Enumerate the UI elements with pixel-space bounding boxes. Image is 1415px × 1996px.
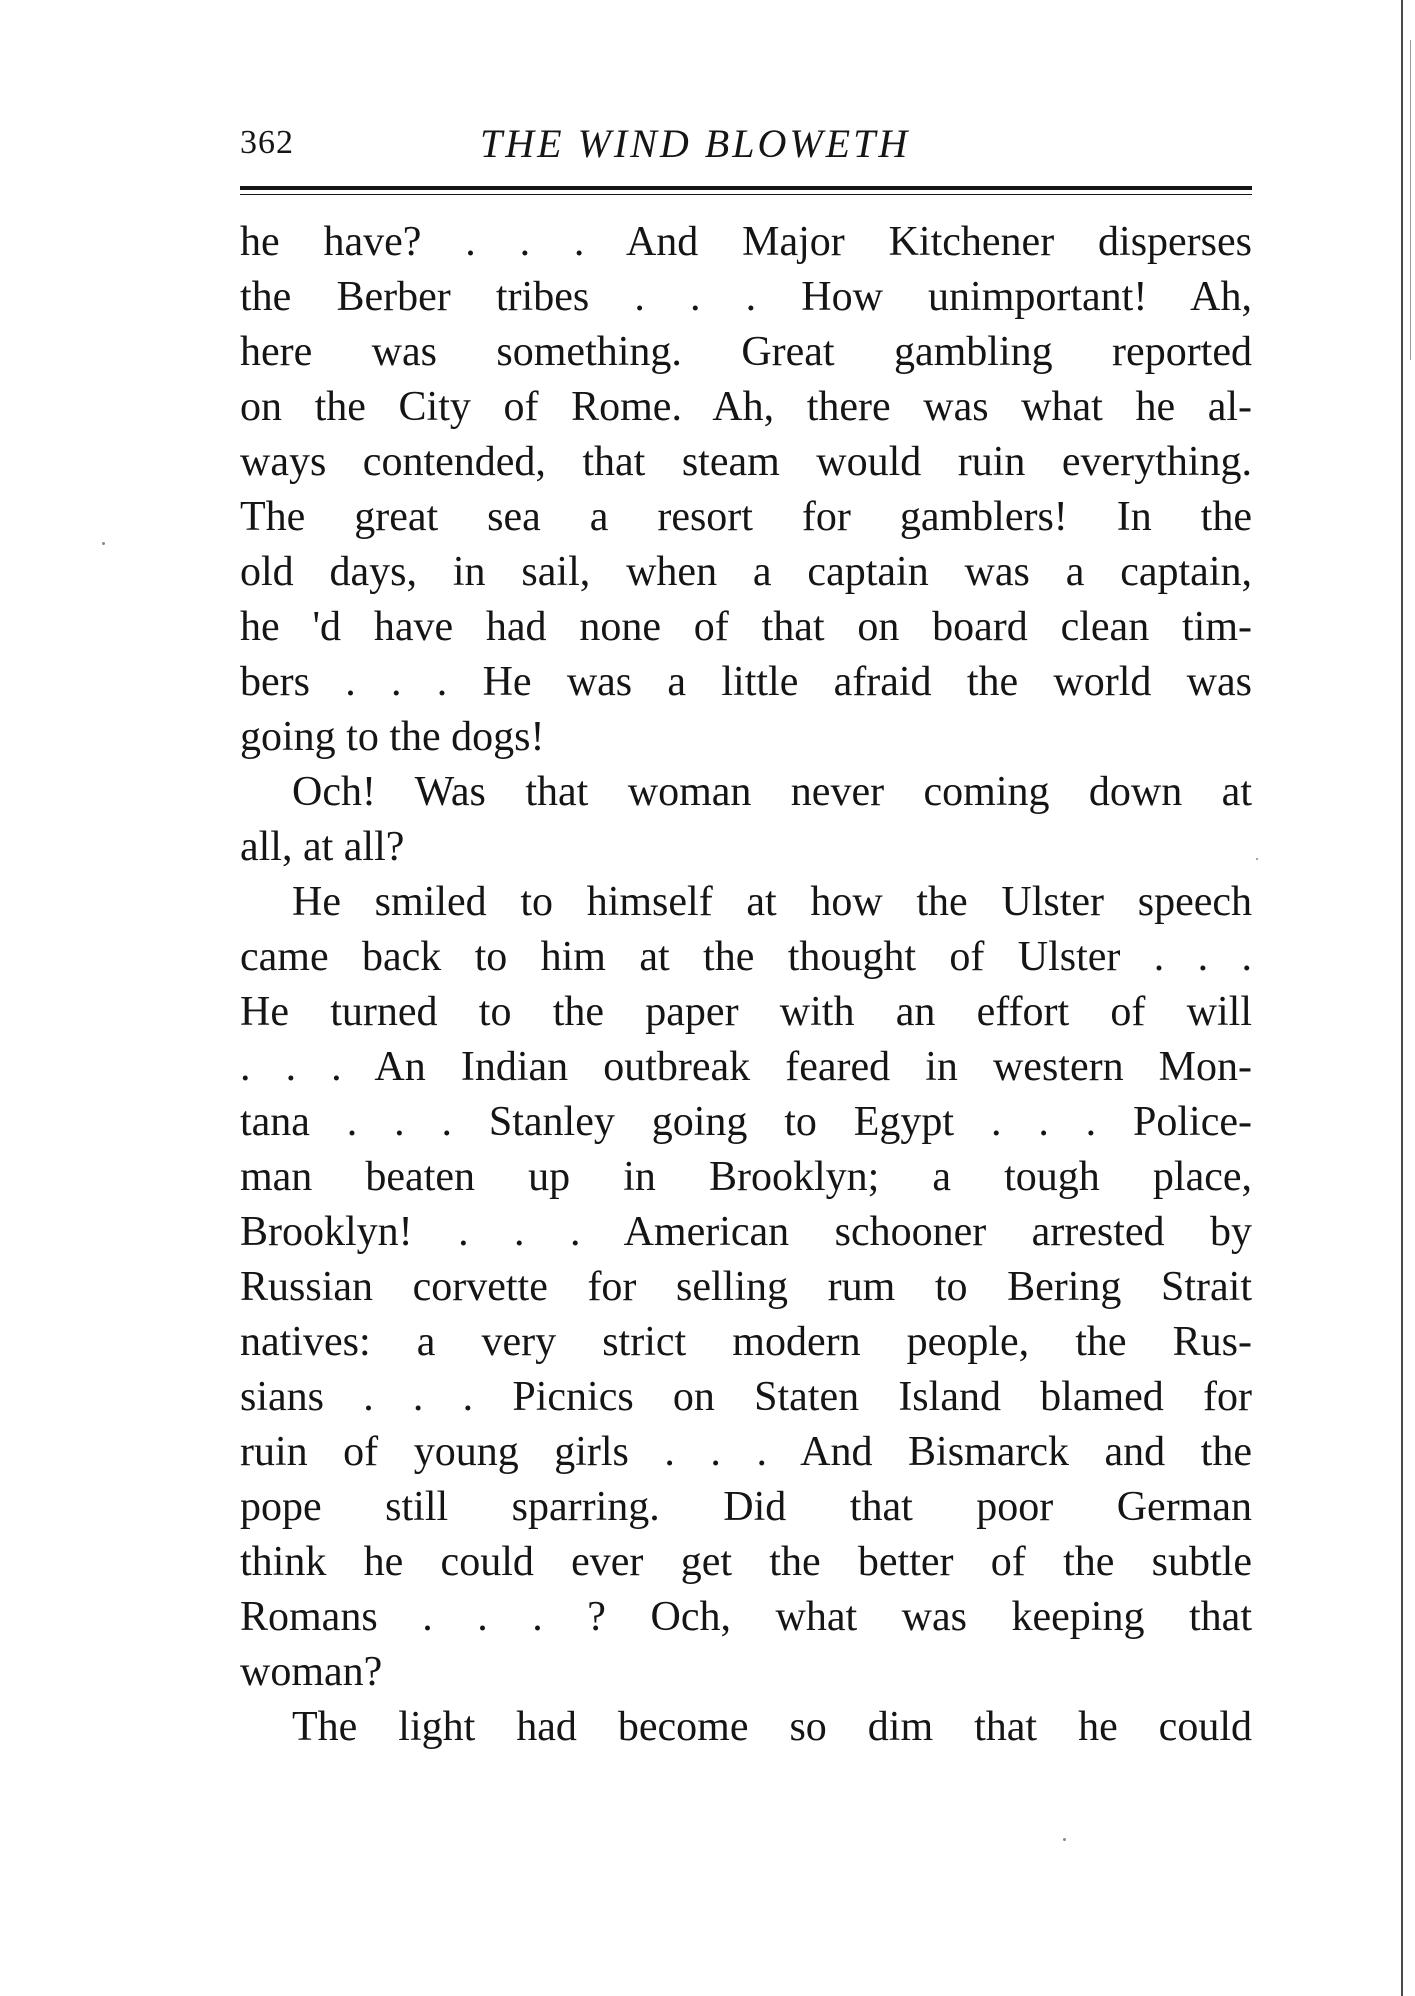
- paper-speck: [1063, 1838, 1066, 1841]
- text-line: Brooklyn! . . . American schooner arrested by: [240, 1209, 1252, 1255]
- text-line: going to the dogs!: [240, 714, 545, 760]
- text-line: pope still sparring. Did that poor German: [240, 1484, 1252, 1530]
- text-line: tana . . . Stanley going to Egypt . . . Police-: [240, 1099, 1252, 1145]
- paper-speck: [102, 542, 105, 545]
- paper-speck: [1256, 858, 1258, 860]
- text-line: He smiled to himself at how the Ulster speech: [292, 879, 1252, 925]
- text-line: think he could ever get the better of the subtle: [240, 1539, 1252, 1585]
- running-title: THE WIND BLOWETH: [480, 121, 911, 166]
- text-line: . . . An Indian outbreak feared in western Mon-: [240, 1044, 1252, 1090]
- text-line: Romans . . . ? Och, what was keeping that: [240, 1594, 1252, 1640]
- text-line: Och! Was that woman never coming down at: [292, 769, 1252, 815]
- text-line: he have? . . . And Major Kitchener disperses: [240, 219, 1252, 265]
- header-rule-thick: [240, 186, 1252, 190]
- text-line: sians . . . Picnics on Staten Island blamed for: [240, 1374, 1252, 1420]
- text-line: all, at all?: [240, 824, 405, 870]
- text-line: ruin of young girls . . . And Bismarck and the: [240, 1429, 1252, 1475]
- text-line: came back to him at the thought of Ulster . . .: [240, 934, 1252, 980]
- text-line: the Berber tribes . . . How unimportant! Ah,: [240, 274, 1252, 320]
- text-line: on the City of Rome. Ah, there was what he al-: [240, 384, 1252, 430]
- body-text: [240, 215, 1252, 1755]
- page-edge-line-inner: [1410, 40, 1411, 360]
- text-line: he 'd have had none of that on board clean tim-: [240, 604, 1252, 650]
- text-line: Russian corvette for selling rum to Bering Strait: [240, 1264, 1252, 1310]
- text-line: The light had become so dim that he could: [292, 1704, 1252, 1750]
- page-number: 362: [240, 124, 294, 161]
- text-line: The great sea a resort for gamblers! In the: [240, 494, 1252, 540]
- text-line: woman?: [240, 1649, 383, 1695]
- text-line: man beaten up in Brooklyn; a tough place,: [240, 1154, 1252, 1200]
- text-line: He turned to the paper with an effort of will: [240, 989, 1252, 1035]
- text-line: here was something. Great gambling reported: [240, 329, 1252, 375]
- text-line: natives: a very strict modern people, the Rus-: [240, 1319, 1252, 1365]
- text-line: bers . . . He was a little afraid the world was: [240, 659, 1252, 705]
- page-header: [240, 120, 1252, 172]
- page-edge-line: [1401, 0, 1403, 1996]
- header-rule-thin: [240, 194, 1252, 195]
- text-line: old days, in sail, when a captain was a captain,: [240, 549, 1252, 595]
- text-line: ways contended, that steam would ruin everything.: [240, 439, 1252, 485]
